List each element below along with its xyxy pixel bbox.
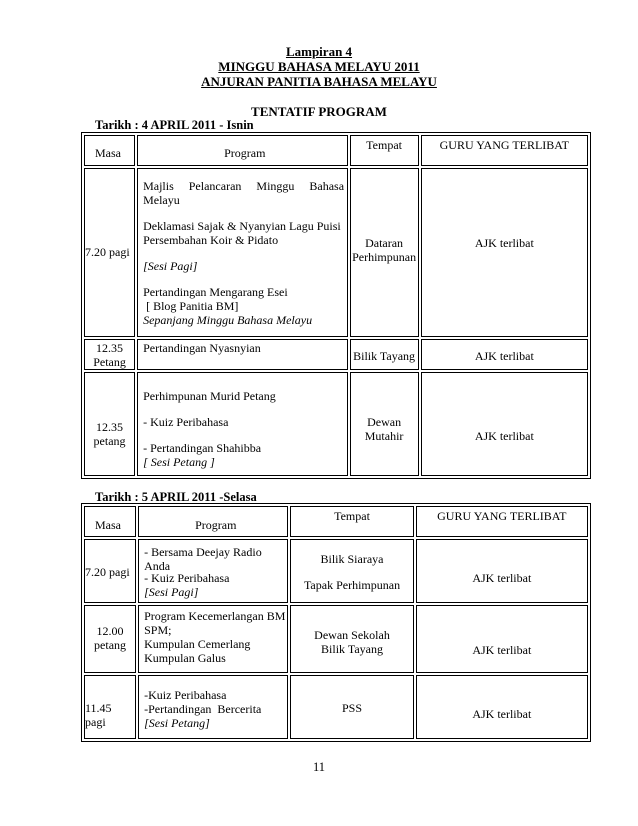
day2-date: Tarikh : 5 APRIL 2011 -Selasa: [95, 490, 257, 504]
program-line: Kumpulan Cemerlang: [144, 637, 251, 651]
row-masa: 7.20 pagi: [85, 565, 130, 579]
table-row: [84, 539, 588, 603]
row-guru: AJK terlibat: [474, 429, 534, 443]
program-line: Melayu: [143, 193, 180, 207]
program-line: - Kuiz Peribahasa: [143, 415, 229, 429]
table-row: [84, 168, 588, 337]
row-guru: AJK terlibat: [474, 236, 534, 250]
row-tempat: PSS: [341, 701, 363, 715]
program-title: TENTATIF PROGRAM: [251, 104, 387, 119]
header-guru: GURU YANG TERLIBAT: [437, 509, 567, 523]
header-program: Program: [195, 518, 237, 532]
row-masa: petang: [93, 434, 126, 448]
program-line: Perhimpunan Murid Petang: [143, 389, 276, 403]
row-tempat: Bilik Siaraya: [320, 552, 384, 566]
row-tempat: Tapak Perhimpunan: [303, 578, 401, 592]
program-line: Pertandingan Nyasnyian: [143, 341, 261, 355]
program-line: Kumpulan Galus: [144, 651, 226, 665]
header-guru: GURU YANG TERLIBAT: [439, 138, 569, 152]
page-number: 11: [312, 760, 326, 774]
program-line: [Sesi Petang]: [144, 716, 210, 730]
row-tempat: Dewan Sekolah: [314, 628, 390, 642]
row-masa: 12.00: [96, 624, 124, 638]
row-guru: AJK terlibat: [474, 349, 534, 363]
program-line: Majlis Pelancaran Minggu Bahasa: [143, 179, 345, 193]
event-title: MINGGU BAHASA MELAYU 2011: [218, 59, 420, 74]
row-tempat: Mutahir: [364, 429, 404, 443]
day1-date: Tarikh : 4 APRIL 2011 - Isnin: [95, 118, 254, 132]
program-line: [Sesi Pagi]: [143, 259, 198, 273]
header-masa: Masa: [95, 518, 121, 532]
program-line: - Bersama Deejay Radio Anda: [144, 545, 262, 573]
row-masa: Petang: [93, 355, 126, 369]
row-tempat: Bilik Tayang: [353, 349, 416, 363]
program-line: - Kuiz Peribahasa: [144, 571, 230, 585]
table-row: [84, 372, 588, 476]
row-guru: AJK terlibat: [472, 643, 532, 657]
row-tempat: Perhimpunan: [352, 250, 417, 264]
row-guru: AJK terlibat: [472, 707, 532, 721]
table-row: [84, 675, 588, 739]
row-guru: AJK terlibat: [472, 571, 532, 585]
header-tempat: Tempat: [334, 509, 370, 523]
table-row: [84, 605, 588, 673]
program-line: [ Sesi Petang ]: [143, 455, 215, 469]
header-program: Program: [224, 146, 266, 160]
row-masa: 12.35: [96, 420, 124, 434]
program-line: - Pertandingan Shahibba: [143, 441, 262, 455]
program-line: SPM;: [144, 623, 172, 637]
row-masa: 11.45 pagi: [85, 701, 112, 729]
day1-schedule-table: [81, 132, 591, 479]
program-line: Persembahan Koir & Pidato: [143, 233, 279, 247]
program-line: Pertandingan Mengarang Esei: [143, 285, 288, 299]
header-tempat: Tempat: [366, 138, 402, 152]
program-line: Program Kecemerlangan BM: [144, 609, 286, 623]
header-masa: Masa: [95, 146, 121, 160]
program-line: [ Blog Panitia BM]: [143, 299, 239, 313]
row-tempat: Dataran: [365, 236, 404, 250]
program-line: [Sesi Pagi]: [144, 585, 199, 599]
table-header-row: [84, 135, 588, 166]
day2-schedule-table: [81, 503, 591, 742]
row-masa: 12.35: [96, 341, 124, 355]
row-masa: petang: [94, 638, 127, 652]
row-tempat: Dewan: [367, 415, 402, 429]
appendix-label: Lampiran 4: [285, 44, 353, 59]
program-line: Deklamasi Sajak & Nyanyian Lagu Puisi: [143, 219, 341, 233]
row-masa: 7.20 pagi: [85, 245, 130, 259]
row-tempat: Bilik Tayang: [321, 642, 383, 656]
program-line: -Pertandingan Bercerita: [144, 702, 262, 716]
table-row: [84, 339, 588, 370]
table-header-row: [84, 506, 588, 537]
program-line: Sepanjang Minggu Bahasa Melayu: [143, 313, 313, 327]
organizer-title: ANJURAN PANITIA BAHASA MELAYU: [201, 74, 437, 89]
program-line: -Kuiz Peribahasa: [144, 688, 227, 702]
